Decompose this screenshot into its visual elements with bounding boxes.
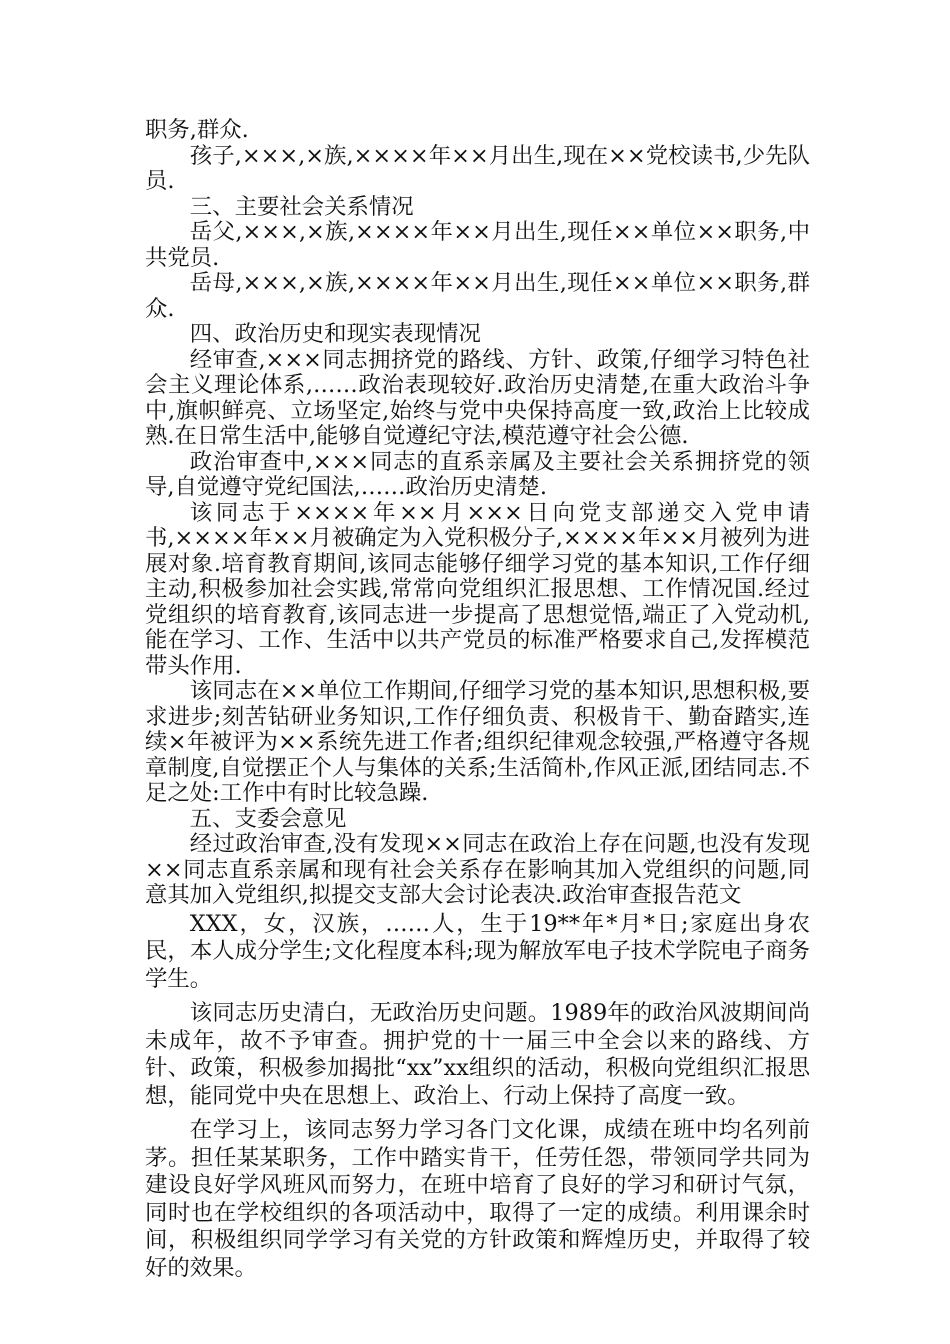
section-heading-3: 三、主要社会关系情况 — [189, 193, 414, 220]
paragraph-14: 该同志历史清白，无政治历史问题。1989年的政治风波期间尚未成年，故不予审查。拥护党的十一届三中全会以来的路线、方针、政策，积极参加揭批“xx”xx组织的活动，积极向党组织汇报思想，能同党中央在思想上、政治上、行动上保持了高度一致。 — [145, 1000, 810, 1109]
paragraph-15: 在学习上，该同志努力学习各门文化课，成绩在班中均名列前茅。担任某某职务，工作中踏实肯干，任劳任怨，带领同学共同为建设良好学风班风而努力，在班中培育了良好的学习和研讨气氛，同时也在学校组织的各项活动中，取得了一定的成绩。利用课余时间，积极组织同学学习有关党的方针政策和辉煌历史，并取得了较好的效果。 — [145, 1117, 810, 1281]
document-page — [145, 118, 810, 1282]
paragraph-7: 经审查,×××同志拥挤党的路线、方针、政策,仔细学习特色社会主义理论体系,……政治表现较好.政治历史清楚,在重大政治斗争中,旗帜鲜亮、立场坚定,始终与党中央保持高度一致,政治上比较成熟.在日常生活中,能够自觉遵纪守法,模范遵守社会公德. — [145, 346, 810, 449]
section-heading-4: 四、政治历史和现实表现情况 — [189, 321, 481, 347]
paragraph-1: 职务,群众. — [145, 117, 249, 143]
section-heading-5: 五、支委会意见 — [189, 805, 347, 832]
paragraph-4: 岳父,×××,×族,××××年××月出生,现任××单位××职务,中共党员. — [145, 219, 810, 271]
paragraph-10: 该同志在××单位工作期间,仔细学习党的基本知识,思想积极,要求进步;刻苦钻研业务知识,工作仔细负责、积极肯干、勤奋踏实,连续×年被评为××系统先进工作者;组织纪律观念较强,严格遵守各规章制度,自觉摆正个人与集体的关系;生活简朴,作风正派,团结同志.不足之处:工作中有时比较急躁. — [145, 678, 810, 806]
paragraph-2: 孩子,×××,×族,××××年××月出生,现在××党校读书,少先队员. — [145, 142, 810, 194]
paragraph-5: 岳母,×××,×族,××××年××月出生,现任××单位××职务,群众. — [145, 270, 810, 322]
paragraph-12: 经过政治审查,没有发现××同志在政治上存在问题,也没有发现××同志直系亲属和现有社会关系存在影响其加入党组织的问题,同意其加入党组织,拟提交支部大会讨论表决.政治审查报告范文 — [145, 831, 810, 908]
paragraph-13: XXX，女，汉族，……人，生于19**年*月*日;家庭出身农民，本人成分学生;文化程度本科;现为解放军电子技术学院电子商务学生。 — [145, 910, 810, 992]
paragraph-8: 政治审查中,×××同志的直系亲属及主要社会关系拥挤党的领导,自觉遵守党纪国法,……政治历史清楚. — [145, 448, 810, 500]
paragraph-9: 该同志于××××年××月×××日向党支部递交入党申请书,××××年××月被确定为入党积极分子,××××年××月被列为进展对象.培育教育期间,该同志能够仔细学习党的基本知识,工作仔细主动,积极参加社会实践,常常向党组织汇报思想、工作情况国.经过党组织的培育教育,该同志进一步提高了思想觉悟,端正了入党动机,能在学习、工作、生活中以共产党员的标准严格要求自己,发挥模范带头作用. — [145, 499, 810, 679]
